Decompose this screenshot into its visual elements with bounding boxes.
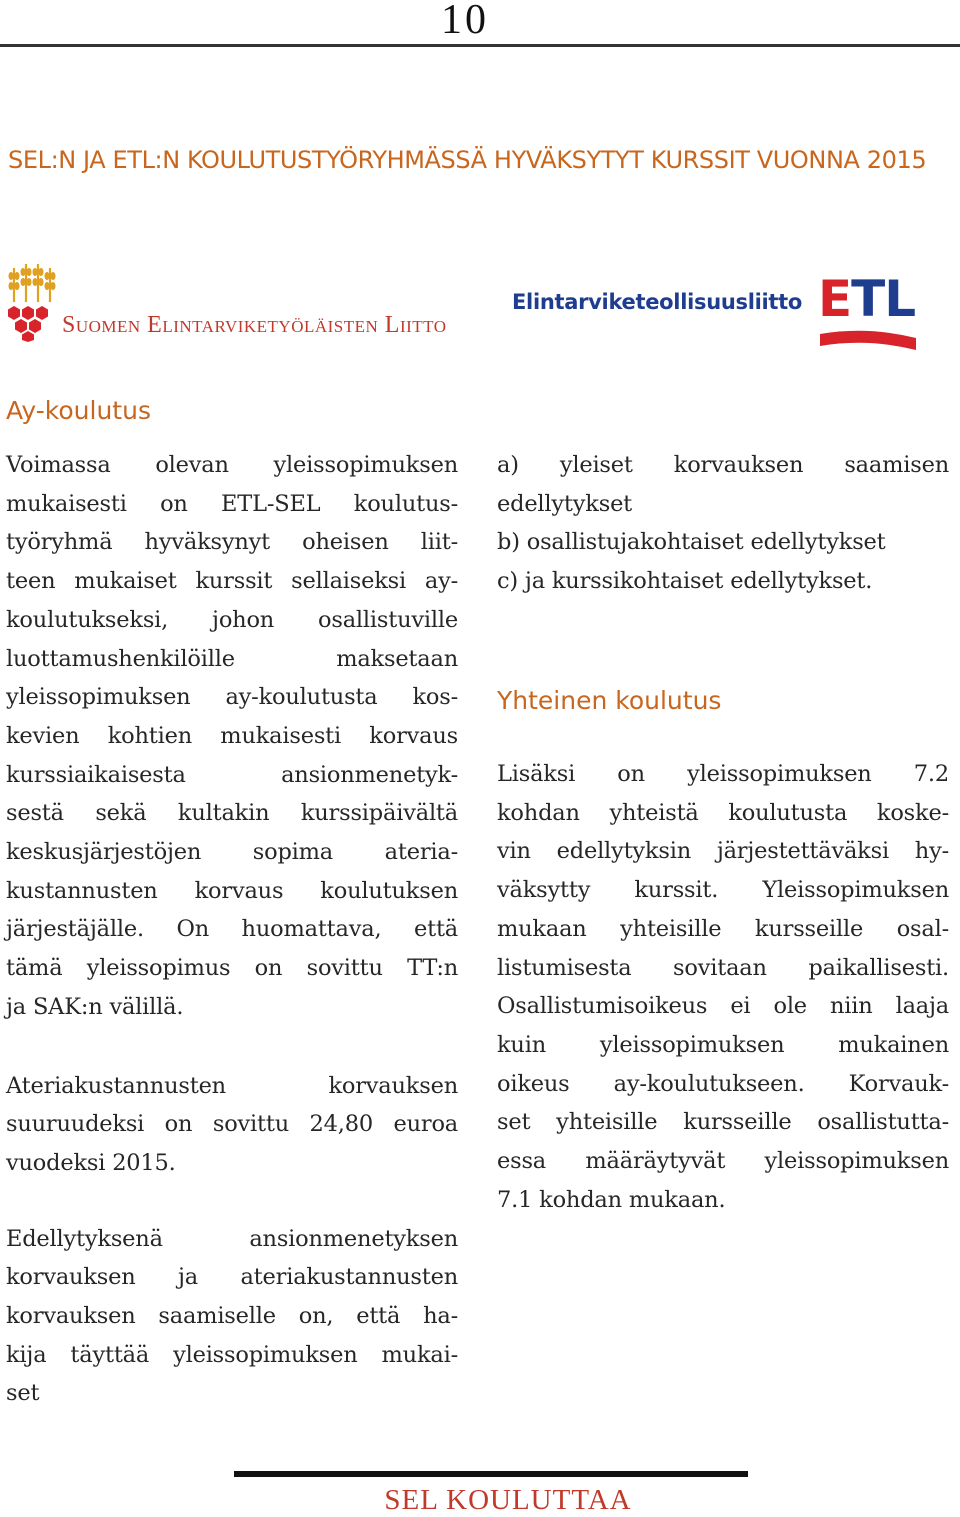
list-item: edellytykset: [497, 490, 633, 517]
sel-logo-text: Suomen Elintarviketyöläisten Liitto: [62, 312, 447, 338]
list-item: c) ja kurssikohtaiset edellytykset.: [497, 568, 873, 595]
top-divider: [0, 44, 960, 47]
sel-logo: [4, 262, 474, 342]
footer-title: SEL KOULUTTAA: [384, 1484, 632, 1516]
wheat-hexagon-emblem-icon: [4, 262, 60, 342]
page-heading: SEL:N JA ETL:N KOULUTUSTYÖRYHMÄSSÄ HYVÄKSYTYT KURSSIT VUONNA 2015: [8, 146, 927, 174]
list-item: a) yleiset korvauksen saamisen: [497, 452, 949, 478]
footer-divider: [234, 1471, 748, 1477]
left-paragraph-1: Voimassa olevan yleissopimuksen mukaisesti on ETL-SEL koulutus- työryhmä hyväksynyt oheisen liit- teen mukaiset kurssit sellaiseksi ay- koulutukseksi, johon osallistuville luottamushenkilöille maksetaan yleissopimuksen ay-koulutusta kos- kevien kohtien mukaisesti korvaus kurssiaikaisesta ansionmenetyk- sestä sekä kultakin kurssipäivältä keskusjärjestöjen sopima ateria- kustannusten korvaus koulutuksen järjestäjälle. On huomattava, että tämä yleissopimus on sovittu TT:n ja SAK:n välillä.: [6, 452, 458, 1020]
list-item: b) osallistujakohtaiset edellytykset: [497, 529, 886, 556]
left-paragraph-3: Edellytyksenä ansionmenetyksen korvauksen ja ateriakustannusten korvauksen saamiselle on, että ha- kija täyttää yleissopimuksen mukai- set: [6, 1225, 458, 1407]
right-paragraph-1: Lisäksi on yleissopimuksen 7.2 kohdan yhteistä koulutusta koske- vin edellytyksin järjestettäväksi hy- väksytty kurssit. Yleissopimuksen mukaan yhteisille kursseille osal- listumisesta sovitaan paikallisesti. Osallistumisoikeus ei ole niin laaja kuin yleissopimuksen mukainen oikeus ay-koulutukseen. Korvauk- set yhteisille kursseille osallistutta- essa määräytyvät yleissopimuksen 7.1 kohdan mukaan.: [497, 761, 949, 1213]
etl-mark-e: E: [818, 270, 852, 328]
right-column: [497, 446, 949, 601]
etl-logo: [510, 270, 920, 362]
etl-logo-text: Elintarviketeollisuusliitto: [512, 290, 802, 314]
etl-mark-tl: TL: [851, 270, 916, 328]
section-heading-ay-koulutus: Ay-koulutus: [6, 396, 151, 425]
page-number: 10: [441, 0, 489, 43]
etl-logo-mark: [818, 270, 915, 328]
conditions-list: [497, 446, 949, 601]
left-paragraph-2: Ateriakustannusten korvauksen suuruudeksi on sovittu 24,80 euroa vuodeksi 2015.: [6, 1072, 458, 1176]
etl-swoosh-icon: [818, 328, 918, 358]
section-heading-yhteinen-koulutus: Yhteinen koulutus: [497, 686, 722, 715]
left-column: [6, 446, 458, 1413]
